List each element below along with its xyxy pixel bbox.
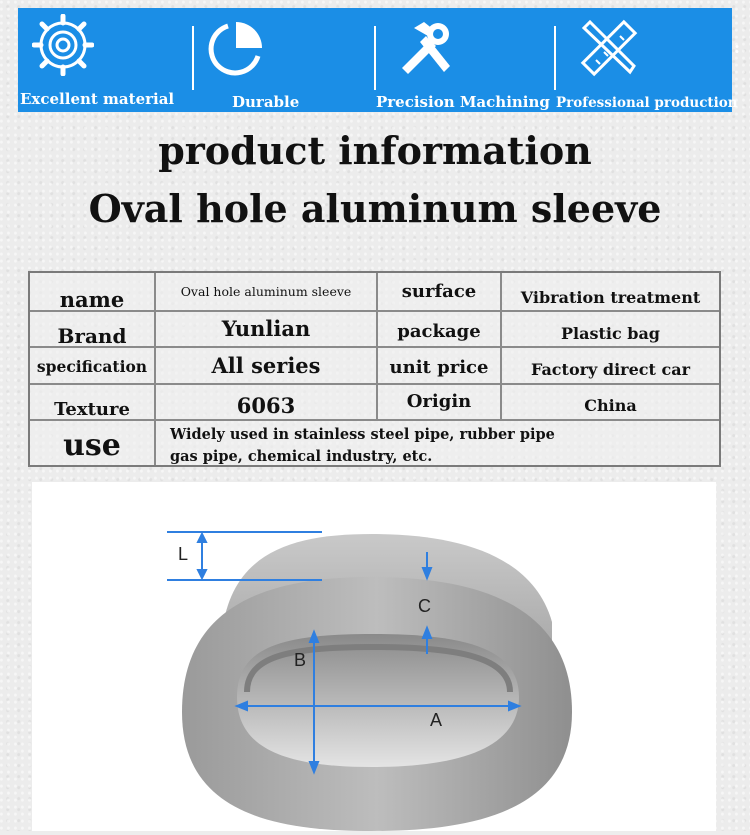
page-title: product information (158, 128, 592, 173)
pie-chart-icon (202, 18, 266, 82)
dimension-label-a: A (430, 710, 443, 730)
spec-label-surface: surface (401, 281, 477, 302)
feature-excellent-material (18, 8, 193, 112)
feature-precision-machining (376, 8, 556, 112)
spec-label-texture: Texture (54, 398, 130, 420)
spec-value-specification: All series (211, 352, 321, 378)
wrench-hammer-icon (394, 18, 456, 80)
spec-label-specification: specification (36, 356, 148, 376)
spec-label-brand: Brand (57, 324, 127, 348)
dimension-label-b: B (294, 650, 307, 670)
dimension-label-l: L (178, 544, 189, 564)
spec-value-surface: Vibration treatment (520, 288, 701, 307)
feature-label: Professional production (556, 95, 738, 111)
aluminum-sleeve-illustration (32, 482, 716, 831)
spec-value-name: Oval hole aluminum sleeve (180, 284, 352, 299)
feature-label: Excellent material (20, 90, 175, 108)
spec-value-package: Plastic bag (560, 323, 660, 343)
spec-label-package: package (397, 320, 481, 342)
product-title: Oval hole aluminum sleeve (88, 186, 662, 231)
spec-label-use: use (63, 427, 121, 463)
spec-label-unit-price: unit price (389, 356, 489, 378)
spec-value-unit-price: Factory direct car (530, 359, 691, 379)
feature-durable (194, 8, 374, 112)
spec-value-origin: China (584, 395, 637, 415)
spec-value-use-line1: Widely used in stainless steel pipe, rubber pipe (170, 425, 555, 443)
spec-value-brand: Yunlian (221, 315, 311, 341)
dimension-label-c: C (418, 596, 431, 616)
product-image (32, 482, 716, 831)
spec-label-origin: Origin (406, 390, 472, 412)
feature-label: Precision Machining (376, 93, 550, 111)
gear-icon (32, 14, 94, 76)
feature-label: Durable (232, 93, 300, 111)
spec-value-texture: 6063 (236, 392, 296, 418)
spec-table (28, 271, 721, 467)
feature-banner (18, 8, 740, 112)
ruler-pencil-icon (576, 16, 640, 80)
colon-mark: : (734, 38, 740, 57)
feature-professional-production (556, 8, 740, 112)
spec-value-use-line2: gas pipe, chemical industry, etc. (170, 447, 433, 465)
spec-label-name: name (59, 287, 125, 312)
